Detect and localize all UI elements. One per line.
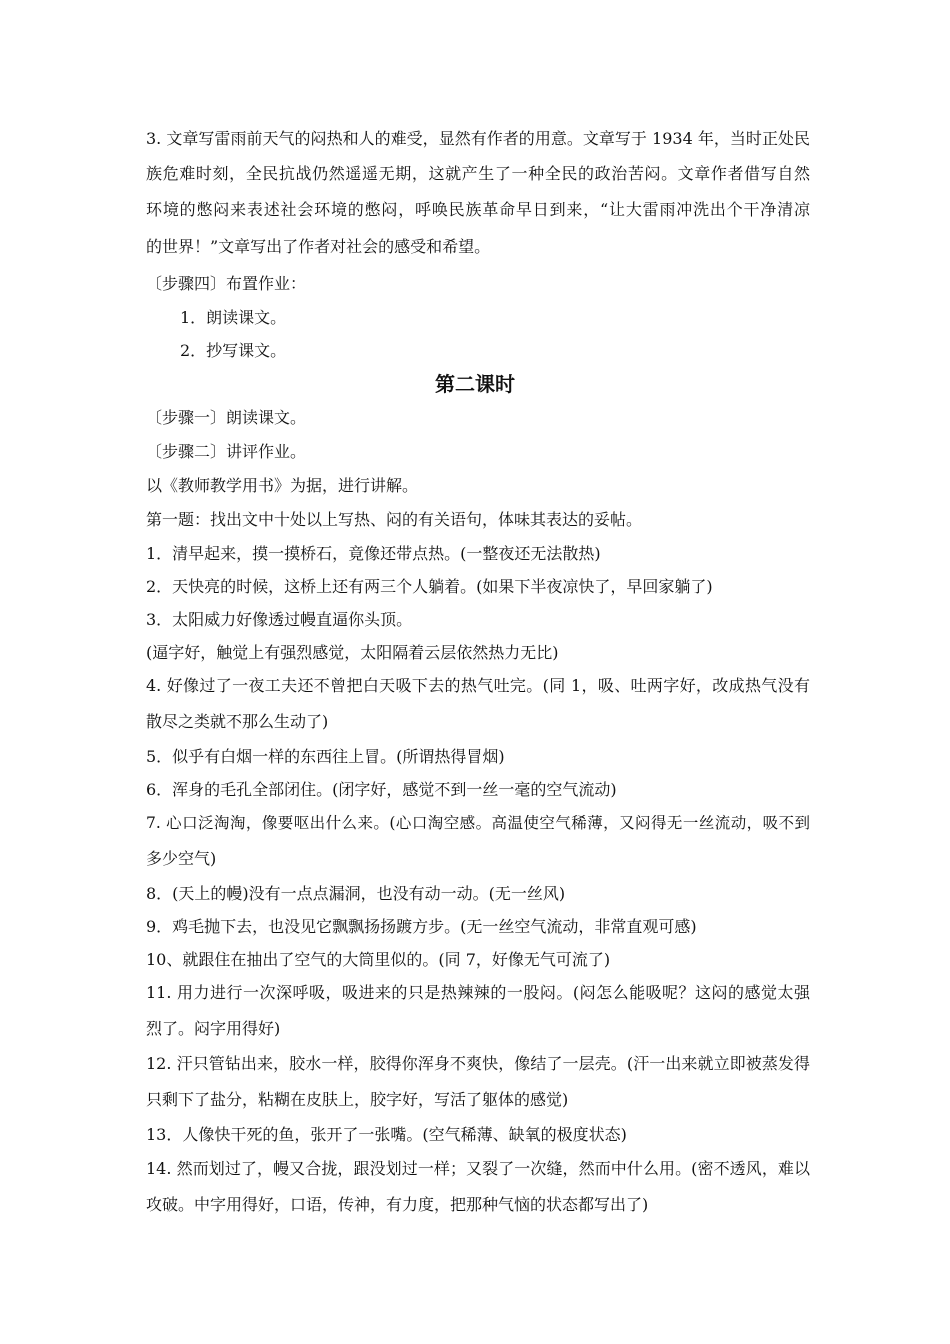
answer-3: 3．太阳威力好像透过幔直逼你头顶。 (146, 610, 413, 629)
answer-12-line-2: 只剩下了盐分，粘糊在皮肤上，胶字好，写活了躯体的感觉) (146, 1090, 569, 1109)
answer-13: 13．人像快干死的鱼，张开了一张嘴。(空气稀薄、缺氧的极度状态) (146, 1125, 627, 1144)
answer-3-note: (逼字好，触觉上有强烈感觉，太阳隔着云层依然热力无比) (146, 643, 559, 662)
answer-5: 5．似乎有白烟一样的东西往上冒。(所谓热得冒烟) (146, 747, 505, 766)
paragraph-3-line-2: 族危难时刻，全民抗战仍然遥遥无期，这就产生了一种全民的政治苦闷。文章作者借写自然 (146, 164, 810, 183)
answer-6: 6．浑身的毛孔全部闭住。(闭字好，感觉不到一丝一毫的空气流动) (146, 780, 617, 799)
step-four-heading: 〔步骤四〕布置作业： (146, 274, 307, 293)
answer-7-line-2: 多少空气) (146, 849, 217, 868)
step-two: 〔步骤二〕讲评作业。 (146, 442, 307, 461)
answer-11-line-2: 烈了。闷字用得好) (146, 1019, 281, 1038)
answer-4-line-1: 4. 好像过了一夜工夫还不曾把白天吸下去的热气吐完。(同 1，吸、吐两字好，改成热气没有 (146, 676, 810, 695)
answer-11-line-1: 11. 用力进行一次深呼吸，吸进来的只是热辣辣的一股闷。(闷怎么能吸呢？这闷的感觉太强 (146, 983, 810, 1002)
answer-1: 1．清早起来，摸一摸桥石，竟像还带点热。(一整夜还无法散热) (146, 544, 601, 563)
explanation-basis: 以《教师教学用书》为据，进行讲解。 (146, 476, 419, 495)
step-one: 〔步骤一〕朗读课文。 (146, 408, 307, 427)
paragraph-3-line-1: 3. 文章写雷雨前天气的闷热和人的难受，显然有作者的用意。文章写于 1934 年，当时正处民 (146, 129, 810, 148)
answer-12-line-1: 12. 汗只管钻出来，胶水一样，胶得你浑身不爽快，像结了一层壳。(汗一出来就立即被蒸发得 (146, 1054, 810, 1073)
question-one: 第一题：找出文中十处以上写热、闷的有关语句，体味其表达的妥帖。 (146, 510, 643, 529)
answer-9: 9．鸡毛抛下去，也没见它飘飘扬扬踱方步。(无一丝空气流动，非常直观可感) (146, 917, 697, 936)
answer-14-line-1: 14. 然而划过了，幔又合拢，跟没划过一样；又裂了一次缝，然而中什么用。(密不透风，难以 (146, 1159, 810, 1178)
homework-item-2: 2．抄写课文。 (180, 341, 287, 360)
answer-7-line-1: 7. 心口泛淘淘，像要呕出什么来。(心口淘空感。高温使空气稀薄，又闷得无一丝流动，吸不到 (146, 814, 810, 832)
answer-4-line-2: 散尽之类就不那么生动了) (146, 712, 329, 731)
homework-item-1: 1．朗读课文。 (180, 308, 287, 327)
paragraph-3-line-4: 的世界！”文章写出了作者对社会的感受和希望。 (146, 237, 491, 256)
paragraph-3-line-3: 环境的憋闷来表述社会环境的憋闷，呼唤民族革命早日到来，“让大雷雨冲洗出个干净清凉 (146, 200, 810, 219)
answer-8: 8．(天上的幔)没有一点点漏洞，也没有动一动。(无一丝风) (146, 884, 566, 903)
answer-10: 10、就跟住在抽出了空气的大筒里似的。(同 7，好像无气可流了) (146, 950, 611, 969)
answer-2: 2．天快亮的时候，这桥上还有两三个人躺着。(如果下半夜凉快了，早回家躺了) (146, 577, 713, 596)
section-title: 第二课时 (435, 372, 515, 396)
answer-14-line-2: 攻破。中字用得好，口语，传神，有力度，把那种气恼的状态都写出了) (146, 1195, 649, 1214)
